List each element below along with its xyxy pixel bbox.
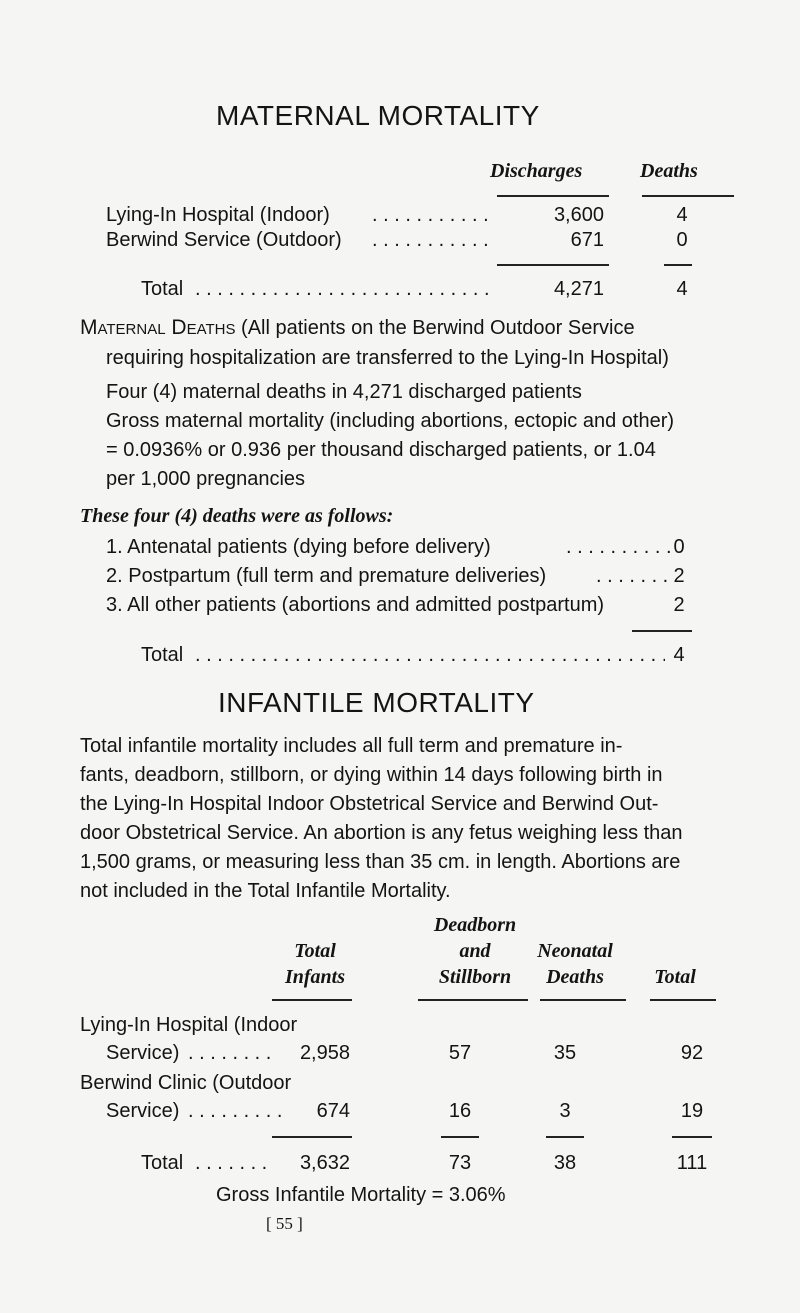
header-stillborn: Stillborn — [438, 966, 512, 988]
paragraph-line: door Obstetrical Service. An abortion is any fetus weighing less than — [80, 822, 683, 844]
death-item-label: 2. Postpartum (full term and premature deliveries) — [106, 565, 547, 587]
paragraph-line: fants, deadborn, stillborn, or dying within 14 days following birth in — [80, 764, 663, 786]
infantile-row-label: Lying-In Hospital (Indoor — [80, 1014, 298, 1036]
maternal-line-4: per 1,000 pregnancies — [106, 468, 306, 490]
leader-dots — [195, 642, 665, 668]
header-total: Total — [294, 940, 336, 962]
maternal-row-discharges: 3,600 — [553, 204, 604, 226]
paragraph-line: Total infantile mortality includes all full term and premature in- — [80, 735, 623, 757]
paragraph-line: 1,500 grams, or measuring less than 35 cm. in length. Abortions are — [80, 851, 681, 873]
infantile-row-stillborn: 16 — [448, 1100, 472, 1122]
deaths-total-rule — [664, 264, 692, 266]
paragraph-line: not included in the Total Infantile Mortality. — [80, 880, 451, 902]
infantile-paragraph — [80, 732, 696, 906]
header-deaths: Deaths — [546, 966, 604, 988]
maternal-line-2: Gross maternal mortality (including abortions, ectopic and other) — [106, 410, 675, 432]
leader-dots — [188, 1040, 274, 1066]
death-item-label: 3. All other patients (abortions and admitted postpartum) — [106, 594, 605, 616]
maternal-deaths-note-2: requiring hospitalization are transferred to the Lying-In Hospital) — [106, 347, 669, 369]
maternal-deaths-heading: Maternal Deaths — [80, 316, 236, 339]
maternal-title: MATERNAL MORTALITY — [216, 100, 540, 131]
death-item-value: 0 — [673, 536, 685, 558]
total-header-rule — [650, 999, 716, 1001]
infantile-row-stillborn: 57 — [448, 1042, 472, 1064]
leader-dots — [195, 1150, 271, 1176]
maternal-deaths-note: (All patients on the Berwind Outdoor Service — [241, 317, 635, 339]
leader-dots — [372, 227, 496, 253]
paragraph-line: the Lying-In Hospital Indoor Obstetrical Service and Berwind Out- — [80, 793, 659, 815]
leader-dots — [372, 202, 496, 228]
leader-dots — [566, 534, 676, 560]
maternal-row-deaths: 0 — [676, 229, 688, 251]
neonatal-header-rule — [540, 999, 626, 1001]
infantile-row-infants: 674 — [316, 1100, 350, 1122]
stillborn-header-rule — [418, 999, 528, 1001]
infants-header-rule — [272, 999, 352, 1001]
follows-heading: These four (4) deaths were as follows: — [80, 505, 394, 527]
maternal-line-3: = 0.0936% or 0.936 per thousand discharged patients, or 1.04 — [106, 439, 656, 461]
infantile-row-neonatal: 35 — [553, 1042, 577, 1064]
infantile-total-infants: 3,632 — [299, 1152, 350, 1174]
col-discharges-header: Discharges — [490, 160, 583, 182]
infantile-row-label-cont: Service) — [106, 1042, 180, 1064]
gross-infantile-mortality: Gross Infantile Mortality = 3.06% — [216, 1184, 506, 1206]
header-and: and — [459, 940, 491, 962]
total-total-rule — [672, 1136, 712, 1138]
infantile-total-neonatal: 38 — [553, 1152, 577, 1174]
leader-dots — [195, 276, 495, 302]
items-total-label: Total — [141, 644, 184, 666]
col-deaths-header: Deaths — [640, 160, 698, 182]
maternal-line-1: Four (4) maternal deaths in 4,271 discharged patients — [106, 381, 582, 403]
infantile-total-stillborn: 73 — [448, 1152, 472, 1174]
maternal-row-discharges: 671 — [570, 229, 604, 251]
deaths-header-rule — [642, 195, 734, 197]
items-total-rule — [632, 630, 692, 632]
death-item-label: 1. Antenatal patients (dying before delivery) — [106, 536, 491, 558]
discharges-header-rule — [497, 195, 609, 197]
page-number: [ 55 ] — [266, 1214, 303, 1233]
death-item-value: 2 — [673, 594, 685, 616]
infantile-row-label-cont: Service) — [106, 1100, 180, 1122]
maternal-row-label: Berwind Service (Outdoor) — [106, 229, 342, 251]
maternal-total-label: Total — [141, 278, 184, 300]
infantile-title: INFANTILE MORTALITY — [218, 687, 535, 718]
infantile-row-total: 19 — [680, 1100, 704, 1122]
discharges-total-rule — [497, 264, 609, 266]
header-neonatal: Neonatal — [537, 940, 613, 962]
neonatal-total-rule — [546, 1136, 584, 1138]
items-total-value: 4 — [673, 644, 685, 666]
infants-total-rule — [272, 1136, 352, 1138]
stillborn-total-rule — [441, 1136, 479, 1138]
infantile-total-total: 111 — [676, 1152, 708, 1174]
maternal-row-label: Lying-In Hospital (Indoor) — [106, 204, 330, 226]
maternal-total-deaths: 4 — [676, 278, 688, 300]
maternal-row-deaths: 4 — [676, 204, 688, 226]
death-item-value: 2 — [673, 565, 685, 587]
infantile-total-label: Total — [141, 1152, 184, 1174]
maternal-deaths-heading-line — [80, 315, 635, 341]
header-total-col: Total — [654, 966, 696, 988]
infantile-row-infants: 2,958 — [299, 1042, 350, 1064]
infantile-row-label: Berwind Clinic (Outdoor — [80, 1072, 292, 1094]
infantile-row-neonatal: 3 — [559, 1100, 571, 1122]
infantile-row-total: 92 — [680, 1042, 704, 1064]
header-infants: Infants — [284, 966, 346, 988]
maternal-total-discharges: 4,271 — [553, 278, 604, 300]
header-deadborn: Deadborn — [433, 914, 517, 936]
